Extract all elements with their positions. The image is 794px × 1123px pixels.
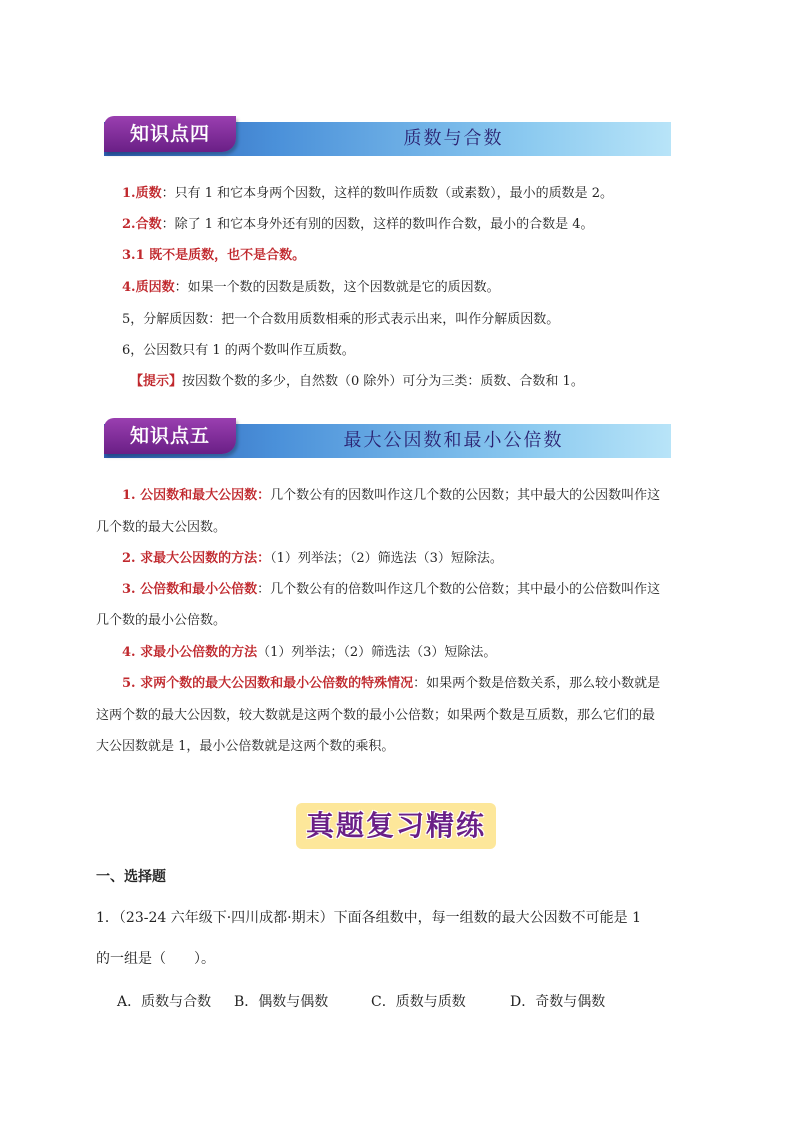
list-item xyxy=(122,246,305,266)
item-label: 2.合数 xyxy=(122,217,162,232)
quiz-heading: 一、选择题 xyxy=(96,869,166,885)
question-line: 的一组是（ ）。 xyxy=(96,951,215,967)
list-item xyxy=(122,341,355,361)
item-label: 1. 公因数和最大公因数： xyxy=(122,488,271,503)
list-item-continued xyxy=(96,706,655,726)
item-text: 这两个数的最大公因数，较大数就是这两个数的最小公倍数；如果两个数是互质数，那么它们的最 xyxy=(96,708,656,723)
list-item xyxy=(122,215,594,235)
section-title: 质数与合数 xyxy=(403,128,504,149)
banner-title: 真题复习精练 xyxy=(296,803,496,849)
item-text: 大公因数就是 1，最小公倍数就是这两个数的乘积。 xyxy=(96,739,395,754)
section-tab-label: 知识点四 xyxy=(129,123,210,145)
list-item xyxy=(122,643,496,663)
item-text: （1）列举法；（2）筛选法（3）短除法。 xyxy=(257,645,497,660)
question-line: 1．（23-24 六年级下·四川成都·期末）下面各组数中，每一组数的最大公因数不可能是 1 xyxy=(96,910,641,926)
item-text: （1）列举法；（2）筛选法（3）短除法。 xyxy=(270,551,503,566)
item-label: 3.1 既不是质数，也不是合数。 xyxy=(122,248,306,263)
list-item-continued xyxy=(96,518,226,538)
list-item xyxy=(122,549,503,569)
list-item xyxy=(122,580,660,600)
list-item-continued xyxy=(96,737,394,757)
list-item xyxy=(122,278,500,298)
item-text: ：几个数公有的倍数叫作这几个数的公倍数；其中最小的公倍数叫作这 xyxy=(257,582,661,597)
item-text: ：除了 1 和它本身外还有别的因数，这样的数叫作合数，最小的合数是 4。 xyxy=(161,217,594,232)
item-text: 几个数公有的因数叫作这几个数的公因数；其中最大的公因数叫作这 xyxy=(270,488,661,503)
item-label: 5. 求两个数的最大公因数和最小公倍数的特殊情况 xyxy=(122,676,414,691)
item-text: 6，公因数只有 1 的两个数叫作互质数。 xyxy=(122,343,355,358)
tip-label: 【提示】 xyxy=(130,374,183,389)
item-label: 3. 公倍数和最小公倍数 xyxy=(122,582,258,597)
item-label: 4.质因数 xyxy=(122,280,175,295)
item-label: 1.质数 xyxy=(122,186,162,201)
item-text: 几个数的最小公倍数。 xyxy=(96,613,227,628)
section-title: 最大公因数和最小公倍数 xyxy=(343,430,564,451)
section-header-5 xyxy=(104,418,671,458)
review-banner xyxy=(296,803,496,849)
item-label: 4. 求最小公倍数的方法 xyxy=(122,645,258,660)
option-d: D．奇数与偶数 xyxy=(510,994,606,1010)
list-item xyxy=(122,310,559,330)
item-text: ：如果一个数的因数是质数，这个因数就是它的质因数。 xyxy=(174,280,500,295)
list-item xyxy=(122,674,660,694)
tip xyxy=(130,372,584,392)
section-header-4 xyxy=(104,116,671,156)
item-text: 几个数的最大公因数。 xyxy=(96,520,227,535)
list-item-continued xyxy=(96,611,226,631)
option-a: A．质数与合数 xyxy=(117,994,212,1010)
list-item xyxy=(122,486,660,506)
section-tab-label: 知识点五 xyxy=(129,425,210,447)
item-text: ：如果两个数是倍数关系，那么较小数就是 xyxy=(413,676,661,691)
item-label: 2. 求最大公因数的方法： xyxy=(122,551,271,566)
tip-text: 按因数个数的多少，自然数（0 除外）可分为三类：质数、合数和 1。 xyxy=(182,374,584,389)
option-c: C．质数与质数 xyxy=(371,994,466,1010)
list-item xyxy=(122,184,613,204)
item-text: 5，分解质因数：把一个合数用质数相乘的形式表示出来，叫作分解质因数。 xyxy=(122,312,560,327)
item-text: ：只有 1 和它本身两个因数，这样的数叫作质数（或素数），最小的质数是 2。 xyxy=(161,186,614,201)
option-b: B．偶数与偶数 xyxy=(234,994,329,1010)
